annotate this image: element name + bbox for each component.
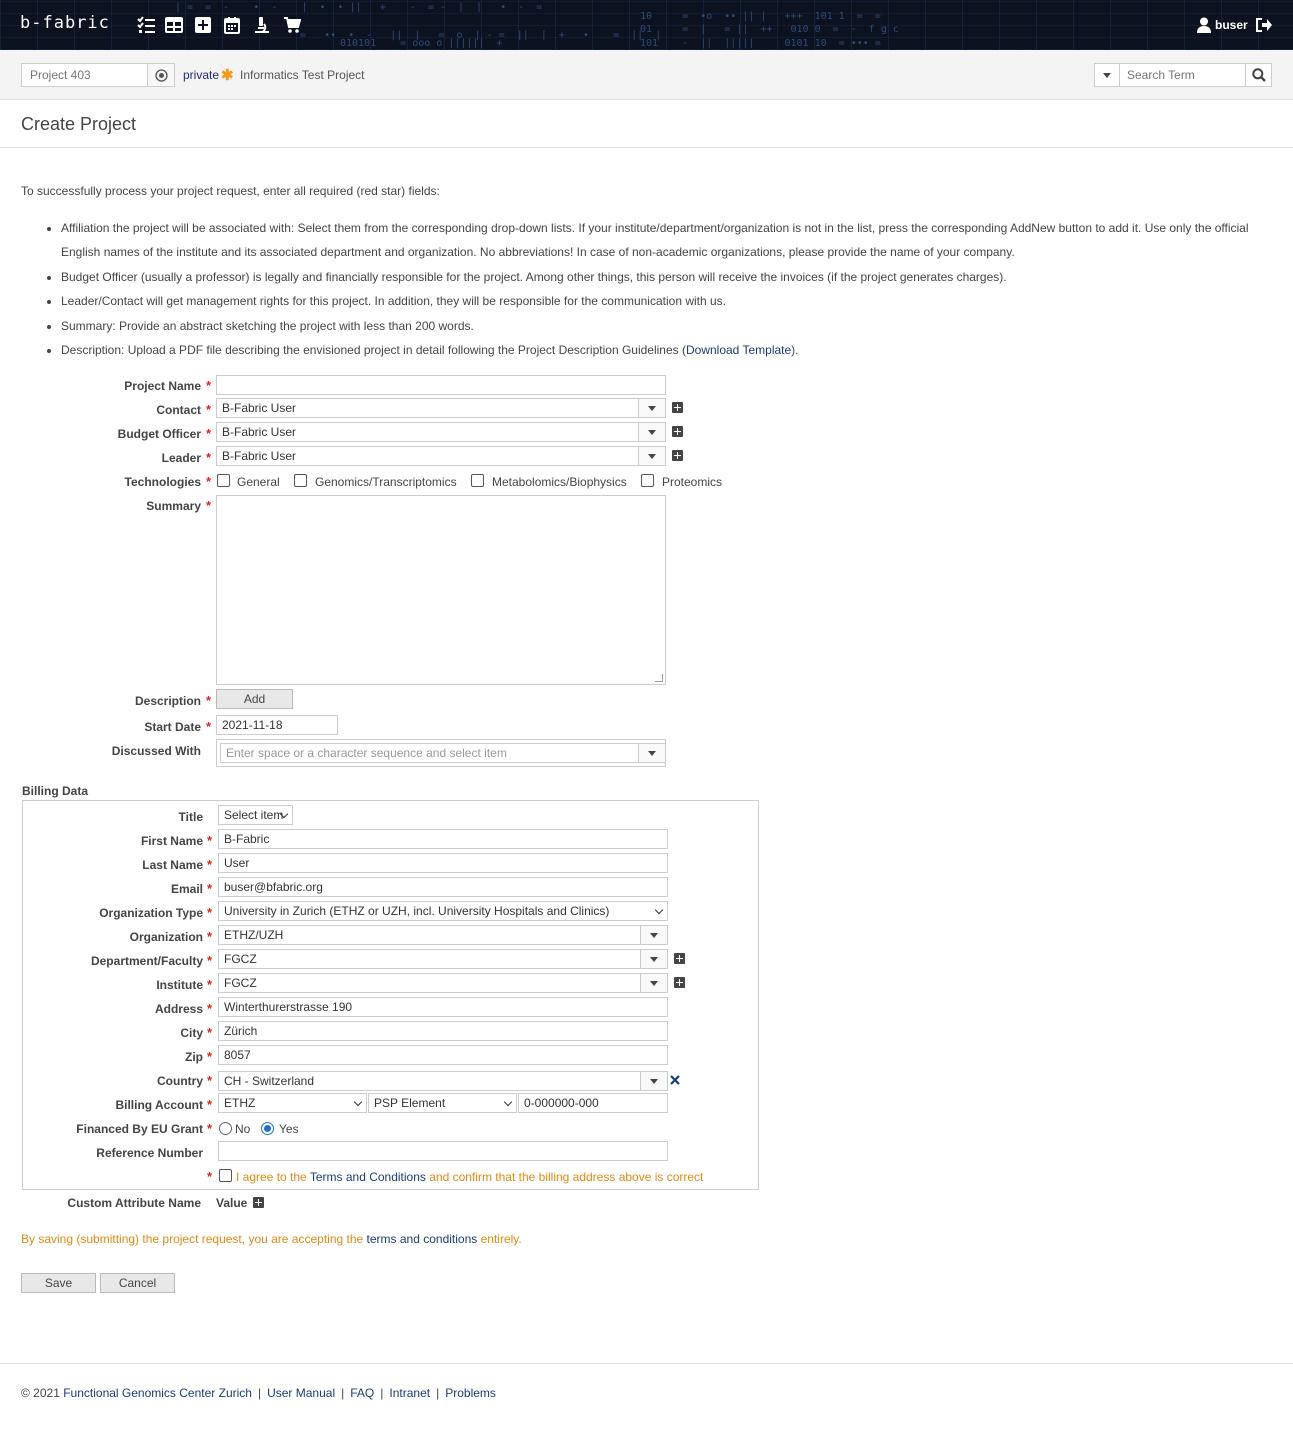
save-button[interactable]: Save <box>21 1273 96 1293</box>
budget-officer-label: Budget Officer <box>117 427 201 441</box>
required-marker: * <box>207 929 213 944</box>
custom-attribute-value-label: Value <box>216 1196 248 1210</box>
leader-label: Leader <box>161 451 201 465</box>
instruction-item <box>61 338 1255 362</box>
eu-grant-no-radio[interactable] <box>219 1122 232 1135</box>
tech-general-checkbox[interactable] <box>217 474 230 487</box>
start-date-input[interactable]: 2021-11-18 <box>216 715 338 735</box>
search-button[interactable] <box>1245 63 1272 87</box>
agree-terms-text[interactable] <box>236 1170 703 1184</box>
chevron-down-icon <box>655 906 663 914</box>
required-marker: * <box>207 1169 213 1184</box>
eu-grant-yes-radio[interactable] <box>261 1122 274 1135</box>
instruction-item: • Summary: Provide an abstract sketching the project with less than 200 words. <box>61 314 1255 338</box>
terms-note-prefix: By saving (submitting) the project request, you are accepting the <box>21 1232 364 1246</box>
required-marker: * <box>207 977 213 992</box>
required-marker: * <box>207 1121 213 1136</box>
custom-attribute-name-label: Custom Attribute Name <box>67 1196 201 1210</box>
summary-textarea[interactable] <box>216 495 666 685</box>
zip-label: Zip <box>185 1050 203 1064</box>
target-icon <box>155 69 168 82</box>
city-input[interactable]: Zürich <box>218 1021 668 1041</box>
footer-divider <box>0 1363 1293 1364</box>
page-title: Create Project <box>21 114 137 134</box>
agree-suffix: and confirm that the billing address above is correct <box>429 1170 704 1184</box>
divider <box>0 147 1293 148</box>
agree-prefix: I agree to the <box>236 1170 307 1184</box>
discussed-with-label: Discussed With <box>111 744 201 758</box>
chevron-down-icon <box>354 1098 362 1106</box>
required-marker: * <box>206 474 212 489</box>
instructions-list <box>40 216 1255 362</box>
bfabric-logo[interactable]: b-fabric <box>20 13 110 33</box>
asterisk-icon: ✱ <box>221 67 234 84</box>
billing-account-kind-select[interactable] <box>368 1093 517 1113</box>
matrix-decoration: 101 - || ||||| 0101 10 = ••• = <box>640 38 881 49</box>
add-description-button[interactable]: Add <box>216 689 293 709</box>
add-custom-attribute-icon[interactable] <box>253 1197 264 1208</box>
required-marker: * <box>206 498 212 513</box>
intro-text: To successfully process your project request, enter all required (red star) fields: <box>21 184 440 198</box>
clear-icon[interactable] <box>670 1075 680 1085</box>
tech-proteomics-label[interactable]: Proteomics <box>662 475 723 489</box>
organization-label: Organization <box>129 930 203 944</box>
org-type-label: Organization Type <box>99 906 203 920</box>
billing-account-type-select[interactable] <box>218 1093 367 1113</box>
required-marker: * <box>207 857 213 872</box>
matrix-decoration: | = = - • - | • • || + - = - | | • - = <box>175 2 543 13</box>
instruction-text: Description: Upload a PDF file describing the envisioned project in detail following the Project Description Guidelines ( <box>61 343 686 358</box>
institute-label: Institute <box>156 978 203 992</box>
project-selector-input[interactable] <box>21 63 148 87</box>
last-name-label: Last Name <box>142 858 203 872</box>
microscope-icon[interactable] <box>253 16 271 34</box>
required-marker: * <box>207 1097 213 1112</box>
billing-account-number-input[interactable]: 0-000000-000 <box>518 1093 668 1113</box>
copyright: © 2021 <box>21 1386 60 1400</box>
department-dropdown-button[interactable] <box>640 949 668 969</box>
download-template-link[interactable]: Download Template <box>685 343 792 358</box>
resize-handle[interactable] <box>655 674 663 682</box>
start-date-label: Start Date <box>144 720 201 734</box>
contact-combobox[interactable]: B-Fabric User <box>216 398 639 418</box>
required-marker: * <box>206 426 212 441</box>
reference-number-label: Reference Number <box>96 1146 203 1160</box>
footer: © 2021 Functional Genomics Center Zurich | User Manual | FAQ | Intranet | Problems <box>21 1386 496 1400</box>
budget-officer-combobox[interactable]: B-Fabric User <box>216 422 639 442</box>
billing-data-legend: Billing Data <box>22 784 89 798</box>
footer-user-manual-link[interactable]: User Manual <box>267 1386 336 1400</box>
matrix-decoration: 010101 = ooo o |||||| + <box>340 38 503 49</box>
organization-dropdown-button[interactable] <box>640 925 668 945</box>
eu-grant-label: Financed By EU Grant <box>76 1122 203 1136</box>
required-marker: * <box>207 1049 213 1064</box>
search-type-dropdown[interactable] <box>1094 63 1120 87</box>
cart-icon[interactable] <box>283 16 301 34</box>
current-project-name: Informatics Test Project <box>240 68 365 82</box>
add-budget-officer-icon[interactable] <box>672 426 683 437</box>
instruction-text: ). <box>791 343 799 358</box>
reference-number-input[interactable] <box>218 1141 668 1161</box>
country-dropdown-button[interactable] <box>640 1071 668 1091</box>
budget-officer-dropdown-button[interactable] <box>638 422 666 442</box>
add-contact-icon[interactable] <box>672 402 683 413</box>
user-icon <box>1197 17 1211 33</box>
search-input[interactable] <box>1119 63 1246 87</box>
country-label: Country <box>157 1074 203 1088</box>
table-icon[interactable] <box>165 16 183 34</box>
footer-intranet-link[interactable]: Intranet <box>389 1386 431 1400</box>
billing-account-kind-value: PSP Element <box>374 1096 446 1110</box>
required-marker: * <box>206 719 212 734</box>
add-department-icon[interactable] <box>674 953 685 964</box>
tech-metabolomics-checkbox[interactable] <box>471 474 484 487</box>
chevron-down-icon <box>504 1098 512 1106</box>
zip-input[interactable]: 8057 <box>218 1045 668 1065</box>
tasks-icon[interactable] <box>137 16 155 34</box>
eu-grant-no-label[interactable]: No <box>235 1122 251 1136</box>
instruction-item: • Leader/Contact will get management rights for this project. In addition, they will be responsible for the communication with us. <box>61 289 1255 313</box>
search-icon <box>1252 68 1266 82</box>
terms-note <box>21 1232 522 1246</box>
project-bar <box>0 50 1293 100</box>
tech-metabolomics-label[interactable]: Metabolomics/Biophysics <box>492 475 627 489</box>
terms-conditions-link[interactable]: Terms and Conditions <box>309 1170 426 1184</box>
top-navbar <box>0 0 1293 50</box>
required-marker: * <box>207 905 213 920</box>
add-institute-icon[interactable] <box>674 977 685 988</box>
email-label: Email <box>170 882 203 896</box>
project-name-input[interactable] <box>216 375 666 395</box>
required-marker: * <box>207 953 213 968</box>
required-marker: * <box>206 450 212 465</box>
required-marker: * <box>207 881 213 896</box>
technologies-label: Technologies <box>124 475 201 489</box>
department-label: Department/Faculty <box>90 954 203 968</box>
terms-note-suffix: entirely. <box>480 1232 522 1246</box>
footer-problems-link[interactable]: Problems <box>445 1386 496 1400</box>
contact-dropdown-button[interactable] <box>638 398 666 418</box>
tech-genomics-label[interactable]: Genomics/Transcriptomics <box>315 475 457 489</box>
last-name-input[interactable]: User <box>218 853 668 873</box>
required-marker: * <box>206 693 212 708</box>
project-visibility[interactable]: private <box>183 68 220 82</box>
city-label: City <box>180 1026 203 1040</box>
discussed-with-dropdown-button[interactable] <box>638 743 666 763</box>
country-combobox[interactable]: CH - Switzerland <box>218 1071 641 1091</box>
eu-grant-yes-label[interactable]: Yes <box>279 1122 299 1136</box>
tech-general-label[interactable]: General <box>237 475 280 489</box>
billing-title-label: Title <box>178 810 203 824</box>
first-name-label: First Name <box>140 834 203 848</box>
project-name-label: Project Name <box>124 379 201 393</box>
required-marker: * <box>207 1073 213 1088</box>
matrix-decoration: = •• • - || | = o | - = || | + • = || | <box>300 30 662 41</box>
discussed-with-input[interactable]: Enter space or a character sequence and select item <box>220 743 640 763</box>
matrix-decoration: 10 = •o •• || | +++ 101 1 = = <box>640 11 881 22</box>
instruction-item: • Affiliation the project will be associated with: Select them from the corresponding drop-down lists. If your institute/department/organization is not in the list, press the corresponding AddNew button to add it. Use only the official English names of the institute and its associated department and organization. No abbreviations! In case of non-academic organizations, please provide the name of your company. <box>61 216 1255 265</box>
required-marker: * <box>207 1025 213 1040</box>
add-icon[interactable] <box>194 16 212 34</box>
description-label: Description <box>134 694 201 708</box>
footer-faq-link[interactable]: FAQ <box>350 1386 375 1400</box>
discussed-with-container <box>216 739 666 767</box>
department-combobox[interactable]: FGCZ <box>218 949 641 969</box>
billing-title-select[interactable] <box>218 805 293 825</box>
billing-title-value: Select item <box>224 808 284 822</box>
agree-terms-checkbox[interactable] <box>219 1169 232 1182</box>
leader-dropdown-button[interactable] <box>638 446 666 466</box>
summary-label: Summary <box>146 499 201 513</box>
address-label: Address <box>154 1002 203 1016</box>
tech-proteomics-checkbox[interactable] <box>641 474 654 487</box>
required-marker: * <box>206 402 212 417</box>
calendar-icon[interactable] <box>223 16 241 34</box>
footer-org-link[interactable]: Functional Genomics Center Zurich <box>63 1386 252 1400</box>
required-marker: * <box>207 1001 213 1016</box>
billing-account-type-value: ETHZ <box>224 1096 256 1110</box>
logout-icon[interactable] <box>1255 17 1272 33</box>
org-type-select[interactable] <box>218 901 668 921</box>
leader-combobox[interactable]: B-Fabric User <box>216 446 639 466</box>
address-input[interactable]: Winterthurerstrasse 190 <box>218 997 668 1017</box>
org-type-value: University in Zurich (ETHZ or UZH, incl. University Hospitals and Clinics) <box>224 904 610 918</box>
required-marker: * <box>206 378 212 393</box>
email-input[interactable]: buser@bfabric.org <box>218 877 668 897</box>
contact-label: Contact <box>156 403 201 417</box>
first-name-input[interactable]: B-Fabric <box>218 829 668 849</box>
terms-note-link[interactable]: terms and conditions <box>366 1232 478 1246</box>
instruction-item: • Budget Officer (usually a professor) is legally and financially responsible for the project. Among other things, this person will receive the invoices (if the project generates charges). <box>61 265 1255 289</box>
add-leader-icon[interactable] <box>672 450 683 461</box>
organization-combobox[interactable]: ETHZ/UZH <box>218 925 641 945</box>
institute-combobox[interactable]: FGCZ <box>218 973 641 993</box>
tech-genomics-checkbox[interactable] <box>294 474 307 487</box>
project-selector-button[interactable] <box>147 63 175 87</box>
required-marker: * <box>207 833 213 848</box>
username[interactable]: buser <box>1215 18 1248 32</box>
institute-dropdown-button[interactable] <box>640 973 668 993</box>
matrix-decoration: 01 = | = || ++ 010 0 = - f g c <box>640 24 899 35</box>
cancel-button[interactable]: Cancel <box>100 1273 175 1293</box>
billing-account-label: Billing Account <box>115 1098 203 1112</box>
